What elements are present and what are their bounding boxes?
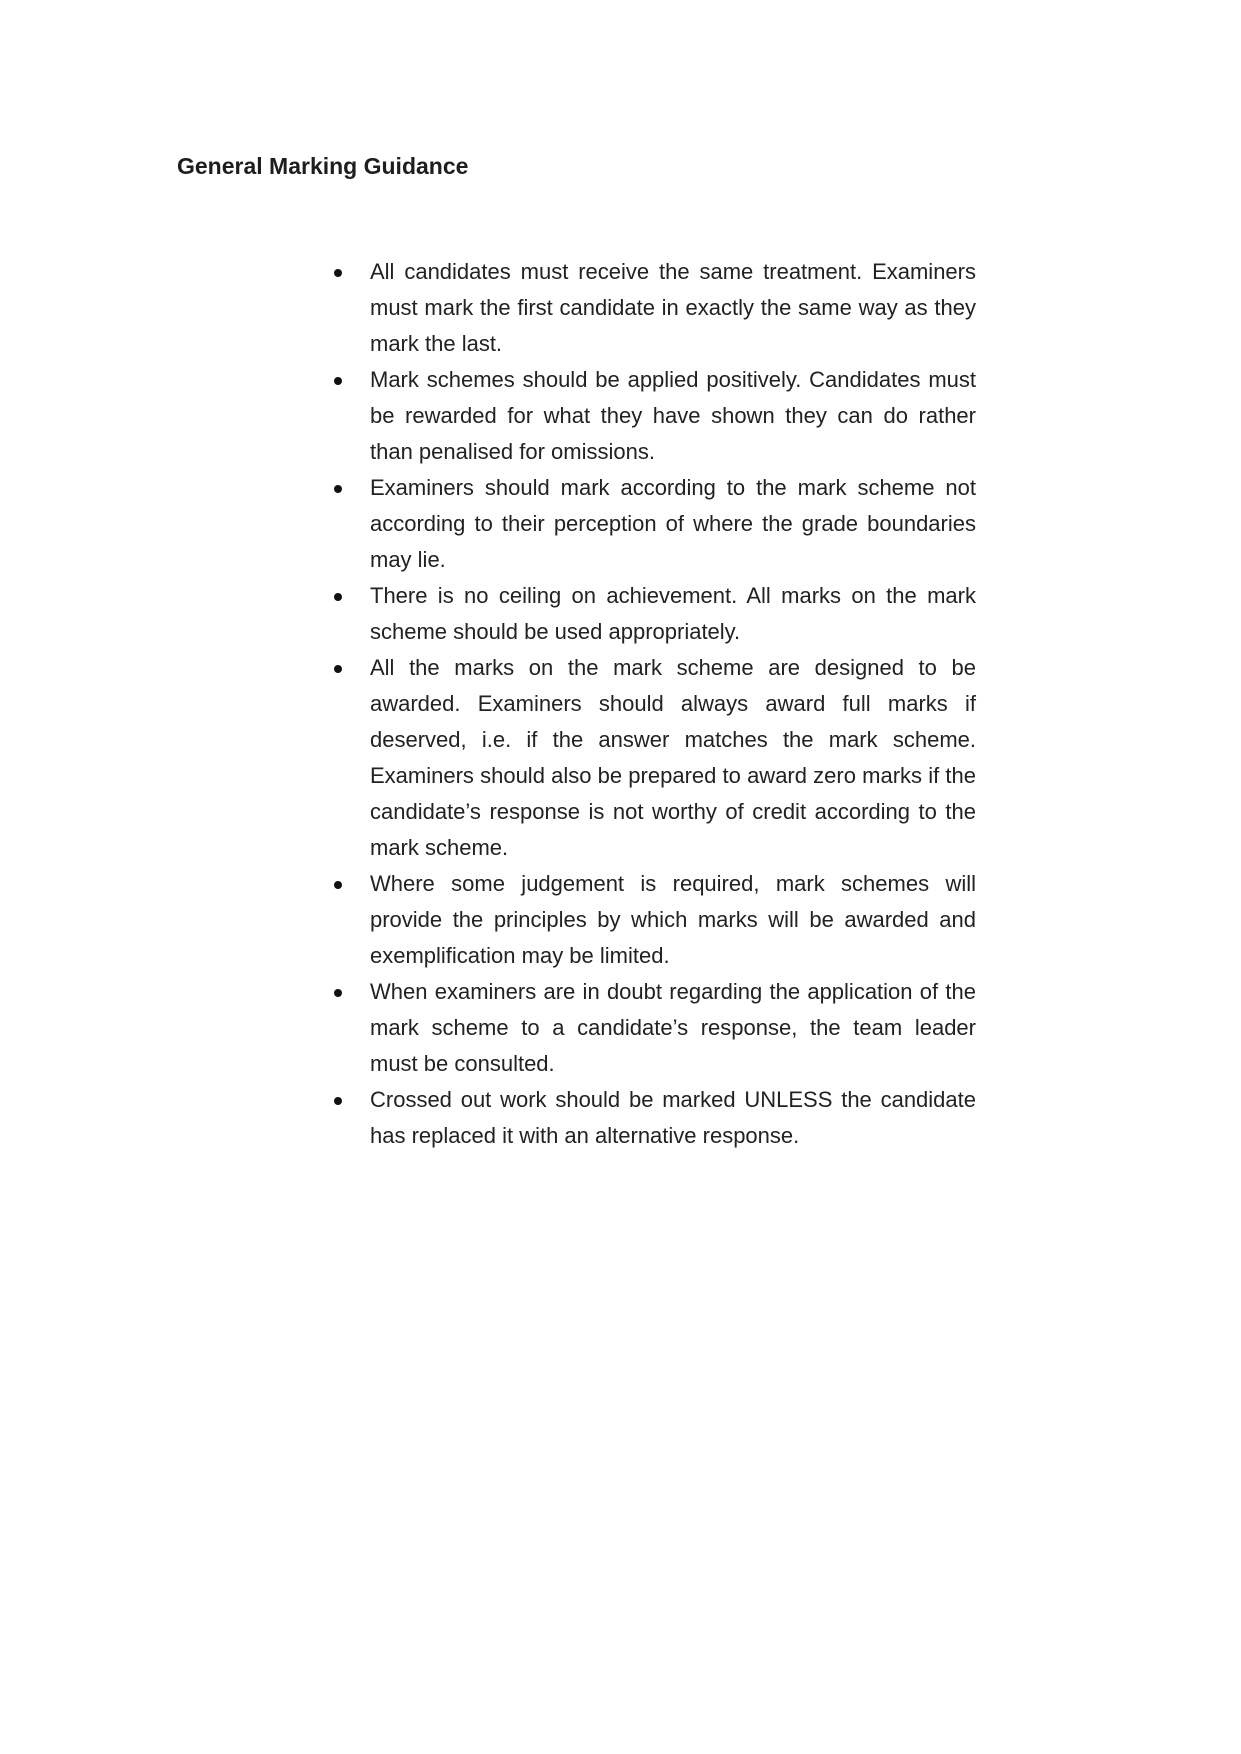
list-item — [370, 1082, 976, 1154]
page-title: General Marking Guidance — [177, 153, 469, 179]
list-item-text: Examiners should mark according to the mark scheme not according to their perception of where the grade boundaries may lie. — [370, 475, 976, 572]
list-item — [370, 650, 976, 866]
list-item-text: All candidates must receive the same treatment. Examiners must mark the first candidate in exactly the same way as they mark the last. — [370, 259, 976, 356]
list-item — [370, 254, 976, 362]
bullet-icon — [334, 1097, 342, 1105]
bullet-icon — [334, 881, 342, 889]
list-item-text: When examiners are in doubt regarding the application of the mark scheme to a candidate’s response, the team leader must be consulted. — [370, 979, 976, 1076]
list-item-text: Crossed out work should be marked UNLESS the candidate has replaced it with an alternative response. — [370, 1087, 976, 1148]
bullet-icon — [334, 377, 342, 385]
bullet-icon — [334, 269, 342, 277]
list-item — [370, 866, 976, 974]
bullet-icon — [334, 989, 342, 997]
list-item — [370, 974, 976, 1082]
list-item — [370, 578, 976, 650]
bullet-icon — [334, 593, 342, 601]
list-item-text: All the marks on the mark scheme are designed to be awarded. Examiners should always award full marks if deserved, i.e. if the answer matches the mark scheme. Examiners should also be prepared to award zero marks if the candidate’s response is not worthy of credit according to the mark scheme. — [370, 655, 976, 860]
list-item-text: Mark schemes should be applied positively. Candidates must be rewarded for what they have shown they can do rather than penalised for omissions. — [370, 367, 976, 464]
bullet-icon — [334, 485, 342, 493]
bullet-icon — [334, 665, 342, 673]
guidance-list — [370, 254, 976, 1154]
list-item-text: Where some judgement is required, mark schemes will provide the principles by which marks will be awarded and exemplification may be limited. — [370, 871, 976, 968]
list-item-text: There is no ceiling on achievement. All marks on the mark scheme should be used appropriately. — [370, 583, 976, 644]
list-item — [370, 362, 976, 470]
list-item — [370, 470, 976, 578]
